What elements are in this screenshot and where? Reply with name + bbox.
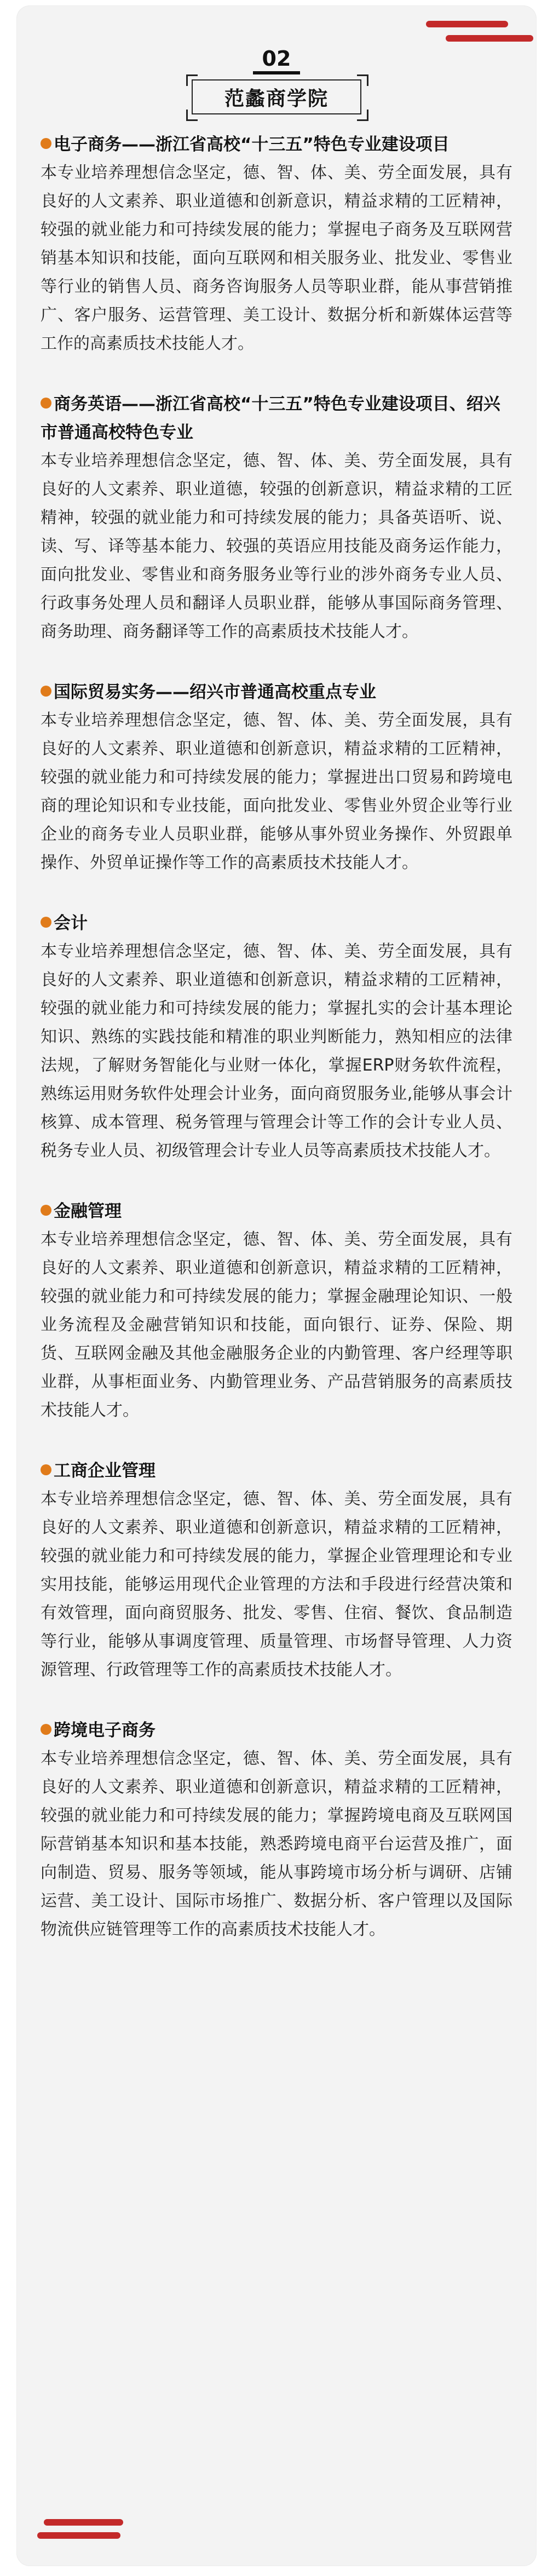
majors-list xyxy=(41,130,512,1976)
major-description: 本专业培养理想信念坚定，德、智、体、美、劳全面发展，具有良好的人文素养、职业道德和创新意识，精益求精的工匠精神，较强的就业能力和可持续发展的能力；掌握金融理论知识、一般业务流程及金融营销知识和技能，面向银行、证券、保险、期货、互联网金融及其他金融服务企业的内勤管理、客户经理等职业群，从事柜面业务、内勤管理业务、产品营销服务的高素质技术技能人才。 xyxy=(41,1230,512,1420)
major-section xyxy=(41,130,512,358)
major-description: 本专业培养理想信念坚定，德、智、体、美、劳全面发展，具有良好的人文素养、职业道德和创新意识，精益求精的工匠精神，较强的就业能力和可持续发展的能力，掌握企业管理理论和专业实用技能，能够运用现代企业管理的方法和手段进行经营决策和有效管理，面向商贸服务、批发、零售、住宿、餐饮、食品制造等行业，能够从事调度管理、质量管理、市场督导管理、人力资源管理、行政管理等工作的高素质技术技能人才。 xyxy=(41,1490,512,1680)
bullet-dot-icon xyxy=(41,1724,51,1735)
bullet-dot-icon xyxy=(41,138,51,149)
decorative-bar-top xyxy=(446,35,533,42)
decorative-bar-bottom xyxy=(44,2519,123,2526)
major-heading xyxy=(41,1457,512,1485)
bullet-dot-icon xyxy=(41,686,51,697)
major-heading xyxy=(41,1197,512,1226)
major-section xyxy=(41,909,512,1165)
major-heading xyxy=(41,909,512,938)
major-heading xyxy=(41,678,512,706)
major-description: 本专业培养理想信念坚定，德、智、体、美、劳全面发展，具有良好的人文素养、职业道德和创新意识，精益求精的工匠精神，较强的就业能力和可持续发展的能力；掌握电子商务及互联网营销基本知识和技能，面向互联网和相关服务业、批发业、零售业等行业的销售人员、商务咨询服务人员等职业群，能从事营销推广、客户服务、运营管理、美工设计、数据分析和新媒体运营等工作的高素质技术技能人才。 xyxy=(41,163,512,353)
major-section xyxy=(41,390,512,646)
major-heading xyxy=(41,1716,512,1745)
major-description: 本专业培养理想信念坚定，德、智、体、美、劳全面发展，具有良好的人文素养、职业道德和创新意识，精益求精的工匠精神，较强的就业能力和可持续发展的能力；掌握跨境电商及互联网国际营销基本知识和基本技能，熟悉跨境电商平台运营及推广，面向制造、贸易、服务等领域，能从事跨境市场分析与调研、店铺运营、美工设计、国际市场推广、数据分析、客户管理以及国际物流供应链管理等工作的高素质技术技能人才。 xyxy=(41,1749,512,1939)
major-title: 国际贸易实务——绍兴市普通高校重点专业 xyxy=(54,682,376,702)
major-heading xyxy=(41,390,512,447)
major-section xyxy=(41,678,512,877)
section-number-underline xyxy=(253,71,300,74)
major-title: 商务英语——浙江省高校“十三五”特色专业建设项目、绍兴市普通高校特色专业 xyxy=(41,394,500,442)
bullet-dot-icon xyxy=(41,1205,51,1216)
major-section xyxy=(41,1197,512,1425)
major-title: 跨境电子商务 xyxy=(54,1721,155,1740)
major-title: 金融管理 xyxy=(54,1201,122,1221)
major-description: 本专业培养理想信念坚定，德、智、体、美、劳全面发展，具有良好的人文素养、职业道德和创新意识，精益求精的工匠精神，较强的就业能力和可持续发展的能力；掌握扎实的会计基本理论知识、熟练的实践技能和精准的职业判断能力，熟知相应的法律法规，了解财务智能化与业财一体化，掌握ERP财务软件流程，熟练运用财务软件处理会计业务，面向商贸服务业,能够从事会计核算、成本管理、税务管理与管理会计等工作的会计专业人员、税务专业人员、初级管理会计专业人员等高素质技术技能人才。 xyxy=(41,942,512,1160)
bullet-dot-icon xyxy=(41,398,51,409)
bullet-dot-icon xyxy=(41,917,51,928)
major-heading xyxy=(41,130,512,159)
major-title: 电子商务——浙江省高校“十三五”特色专业建设项目 xyxy=(54,135,450,154)
major-title: 工商企业管理 xyxy=(54,1461,155,1481)
decorative-bar-bottom xyxy=(37,2532,120,2539)
major-title: 会计 xyxy=(54,913,88,933)
major-section xyxy=(41,1716,512,1944)
major-section xyxy=(41,1457,512,1684)
school-title: 范蠡商学院 xyxy=(192,79,361,114)
bullet-dot-icon xyxy=(41,1464,51,1475)
decorative-bar-top xyxy=(426,21,508,27)
section-number: 02 xyxy=(262,47,291,71)
major-description: 本专业培养理想信念坚定，德、智、体、美、劳全面发展，具有良好的人文素养、职业道德和创新意识，精益求精的工匠精神，较强的就业能力和可持续发展的能力；掌握进出口贸易和跨境电商的理论知识和专业技能，面向批发业、零售业外贸企业等行业企业的商务专业人员职业群，能够从事外贸业务操作、外贸跟单操作、外贸单证操作等工作的高素质技术技能人才。 xyxy=(41,711,512,872)
major-description: 本专业培养理想信念坚定，德、智、体、美、劳全面发展，具有良好的人文素养、职业道德，较强的创新意识，精益求精的工匠精神，较强的就业能力和可持续发展的能力；具备英语听、说、读、写、译等基本能力、较强的英语应用技能及商务运作能力，面向批发业、零售业和商务服务业等行业的涉外商务专业人员、行政事务处理人员和翻译人员职业群，能够从事国际商务管理、商务助理、商务翻译等工作的高素质技术技能人才。 xyxy=(41,451,512,641)
